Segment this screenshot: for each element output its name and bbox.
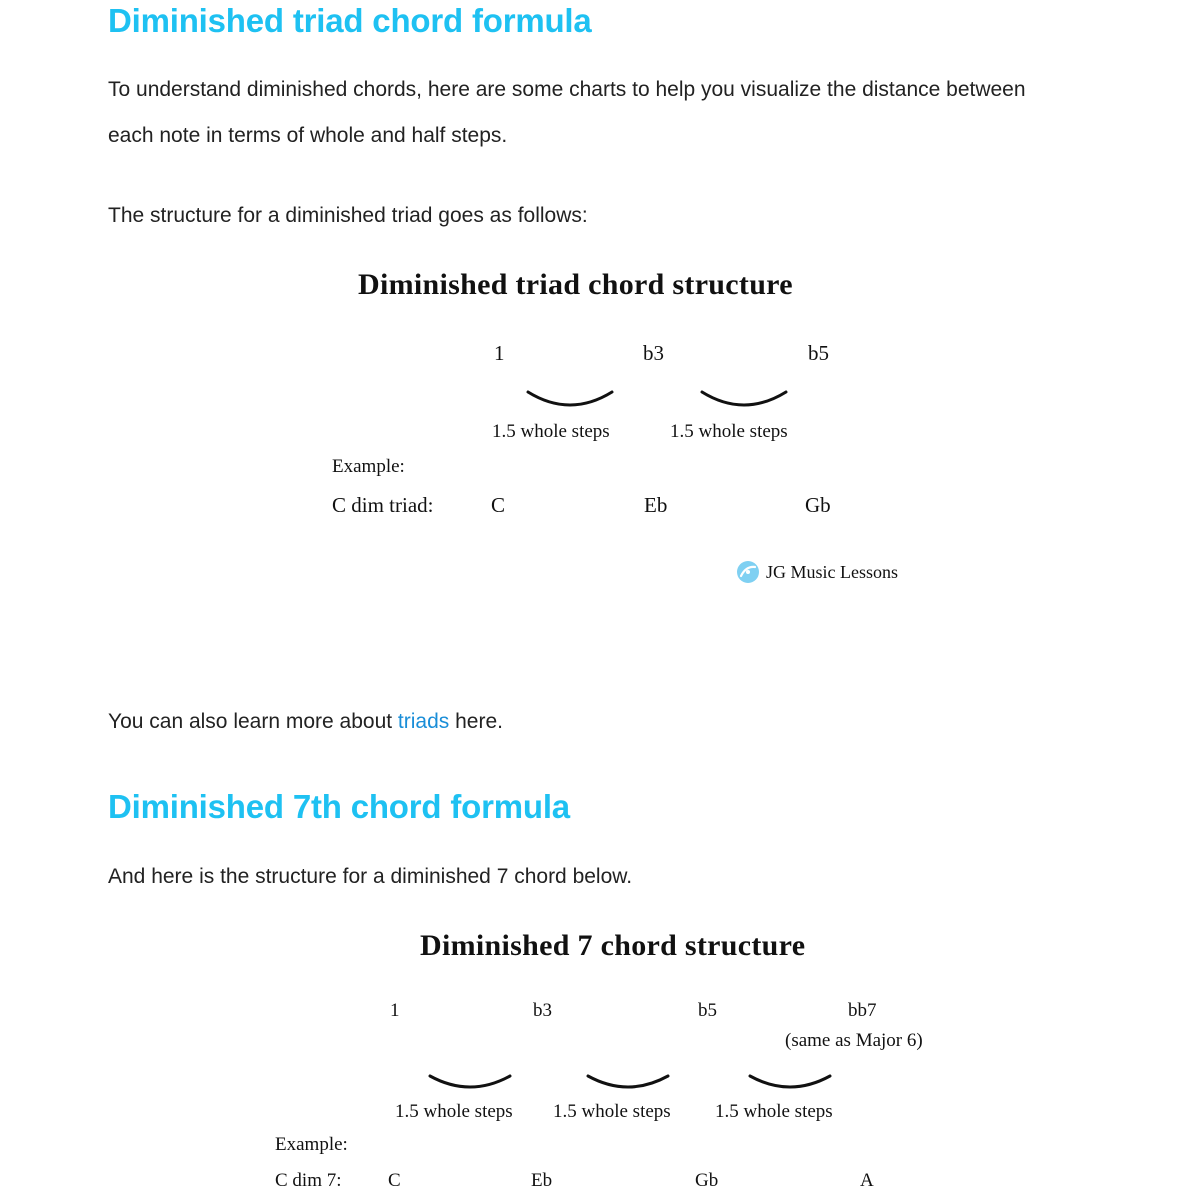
- triad-interval-brace-1: [526, 388, 614, 412]
- dim7-interval-brace-3: [748, 1072, 832, 1094]
- dim7-degree-b5: b5: [698, 1000, 717, 1021]
- dim7-chart-figure: [0, 900, 1200, 1200]
- dim7-degree-1: 1: [390, 1000, 400, 1021]
- section-heading-triad: Diminished triad chord formula: [108, 2, 592, 39]
- dim7-note-eb: Eb: [531, 1170, 553, 1191]
- dim7-example-label: Example:: [275, 1134, 348, 1155]
- intro-line-2: each note in terms of whole and half steps.: [108, 124, 508, 147]
- triad-interval-brace-2: [700, 388, 788, 412]
- triad-note-c: C: [491, 493, 506, 517]
- dim7-degree-note: (same as Major 6): [785, 1030, 923, 1051]
- brand-name: JG Music Lessons: [766, 561, 899, 582]
- triad-degree-b5: b5: [808, 341, 829, 365]
- triad-interval-label-2: 1.5 whole steps: [670, 421, 788, 442]
- triads-more-after: here.: [449, 710, 503, 733]
- dim7-interval-brace-1: [428, 1072, 512, 1094]
- dim7-interval-brace-2: [586, 1072, 670, 1094]
- triads-more-before: You can also learn more about: [108, 710, 398, 733]
- dim7-interval-label-1: 1.5 whole steps: [395, 1101, 513, 1122]
- triad-example-name: C dim triad:: [332, 493, 434, 517]
- dim7-note-gb: Gb: [695, 1170, 719, 1191]
- triad-structure-intro: The structure for a diminished triad goes as follows:: [108, 204, 588, 227]
- intro-line-1: To understand diminished chords, here are some charts to help you visualize the distance between: [108, 78, 1026, 101]
- dim7-interval-label-2: 1.5 whole steps: [553, 1101, 671, 1122]
- dim7-intro-paragraph: And here is the structure for a diminished 7 chord below.: [108, 865, 633, 888]
- dim7-chart-title: Diminished 7 chord structure: [420, 929, 806, 962]
- triad-note-gb: Gb: [805, 493, 831, 517]
- triad-interval-label-1: 1.5 whole steps: [492, 421, 610, 442]
- section-heading-dim7: Diminished 7th chord formula: [108, 788, 570, 825]
- dim7-interval-label-3: 1.5 whole steps: [715, 1101, 833, 1122]
- dim7-degree-b3: b3: [533, 1000, 552, 1021]
- dim7-note-a: A: [860, 1170, 874, 1191]
- dim7-example-name: C dim 7:: [275, 1170, 342, 1191]
- triad-chart-title: Diminished triad chord structure: [358, 268, 793, 301]
- dim7-degree-bb7: bb7: [848, 1000, 877, 1021]
- triads-more-paragraph: [108, 699, 503, 745]
- triad-example-label: Example:: [332, 456, 405, 477]
- triads-link[interactable]: triads: [397, 710, 450, 733]
- brand-watermark: [736, 560, 898, 584]
- dim7-note-c: C: [388, 1170, 401, 1191]
- guitar-pick-icon: [736, 560, 760, 584]
- triad-degree-b3: b3: [643, 341, 664, 365]
- triad-note-eb: Eb: [644, 493, 668, 517]
- triad-degree-1: 1: [494, 341, 505, 365]
